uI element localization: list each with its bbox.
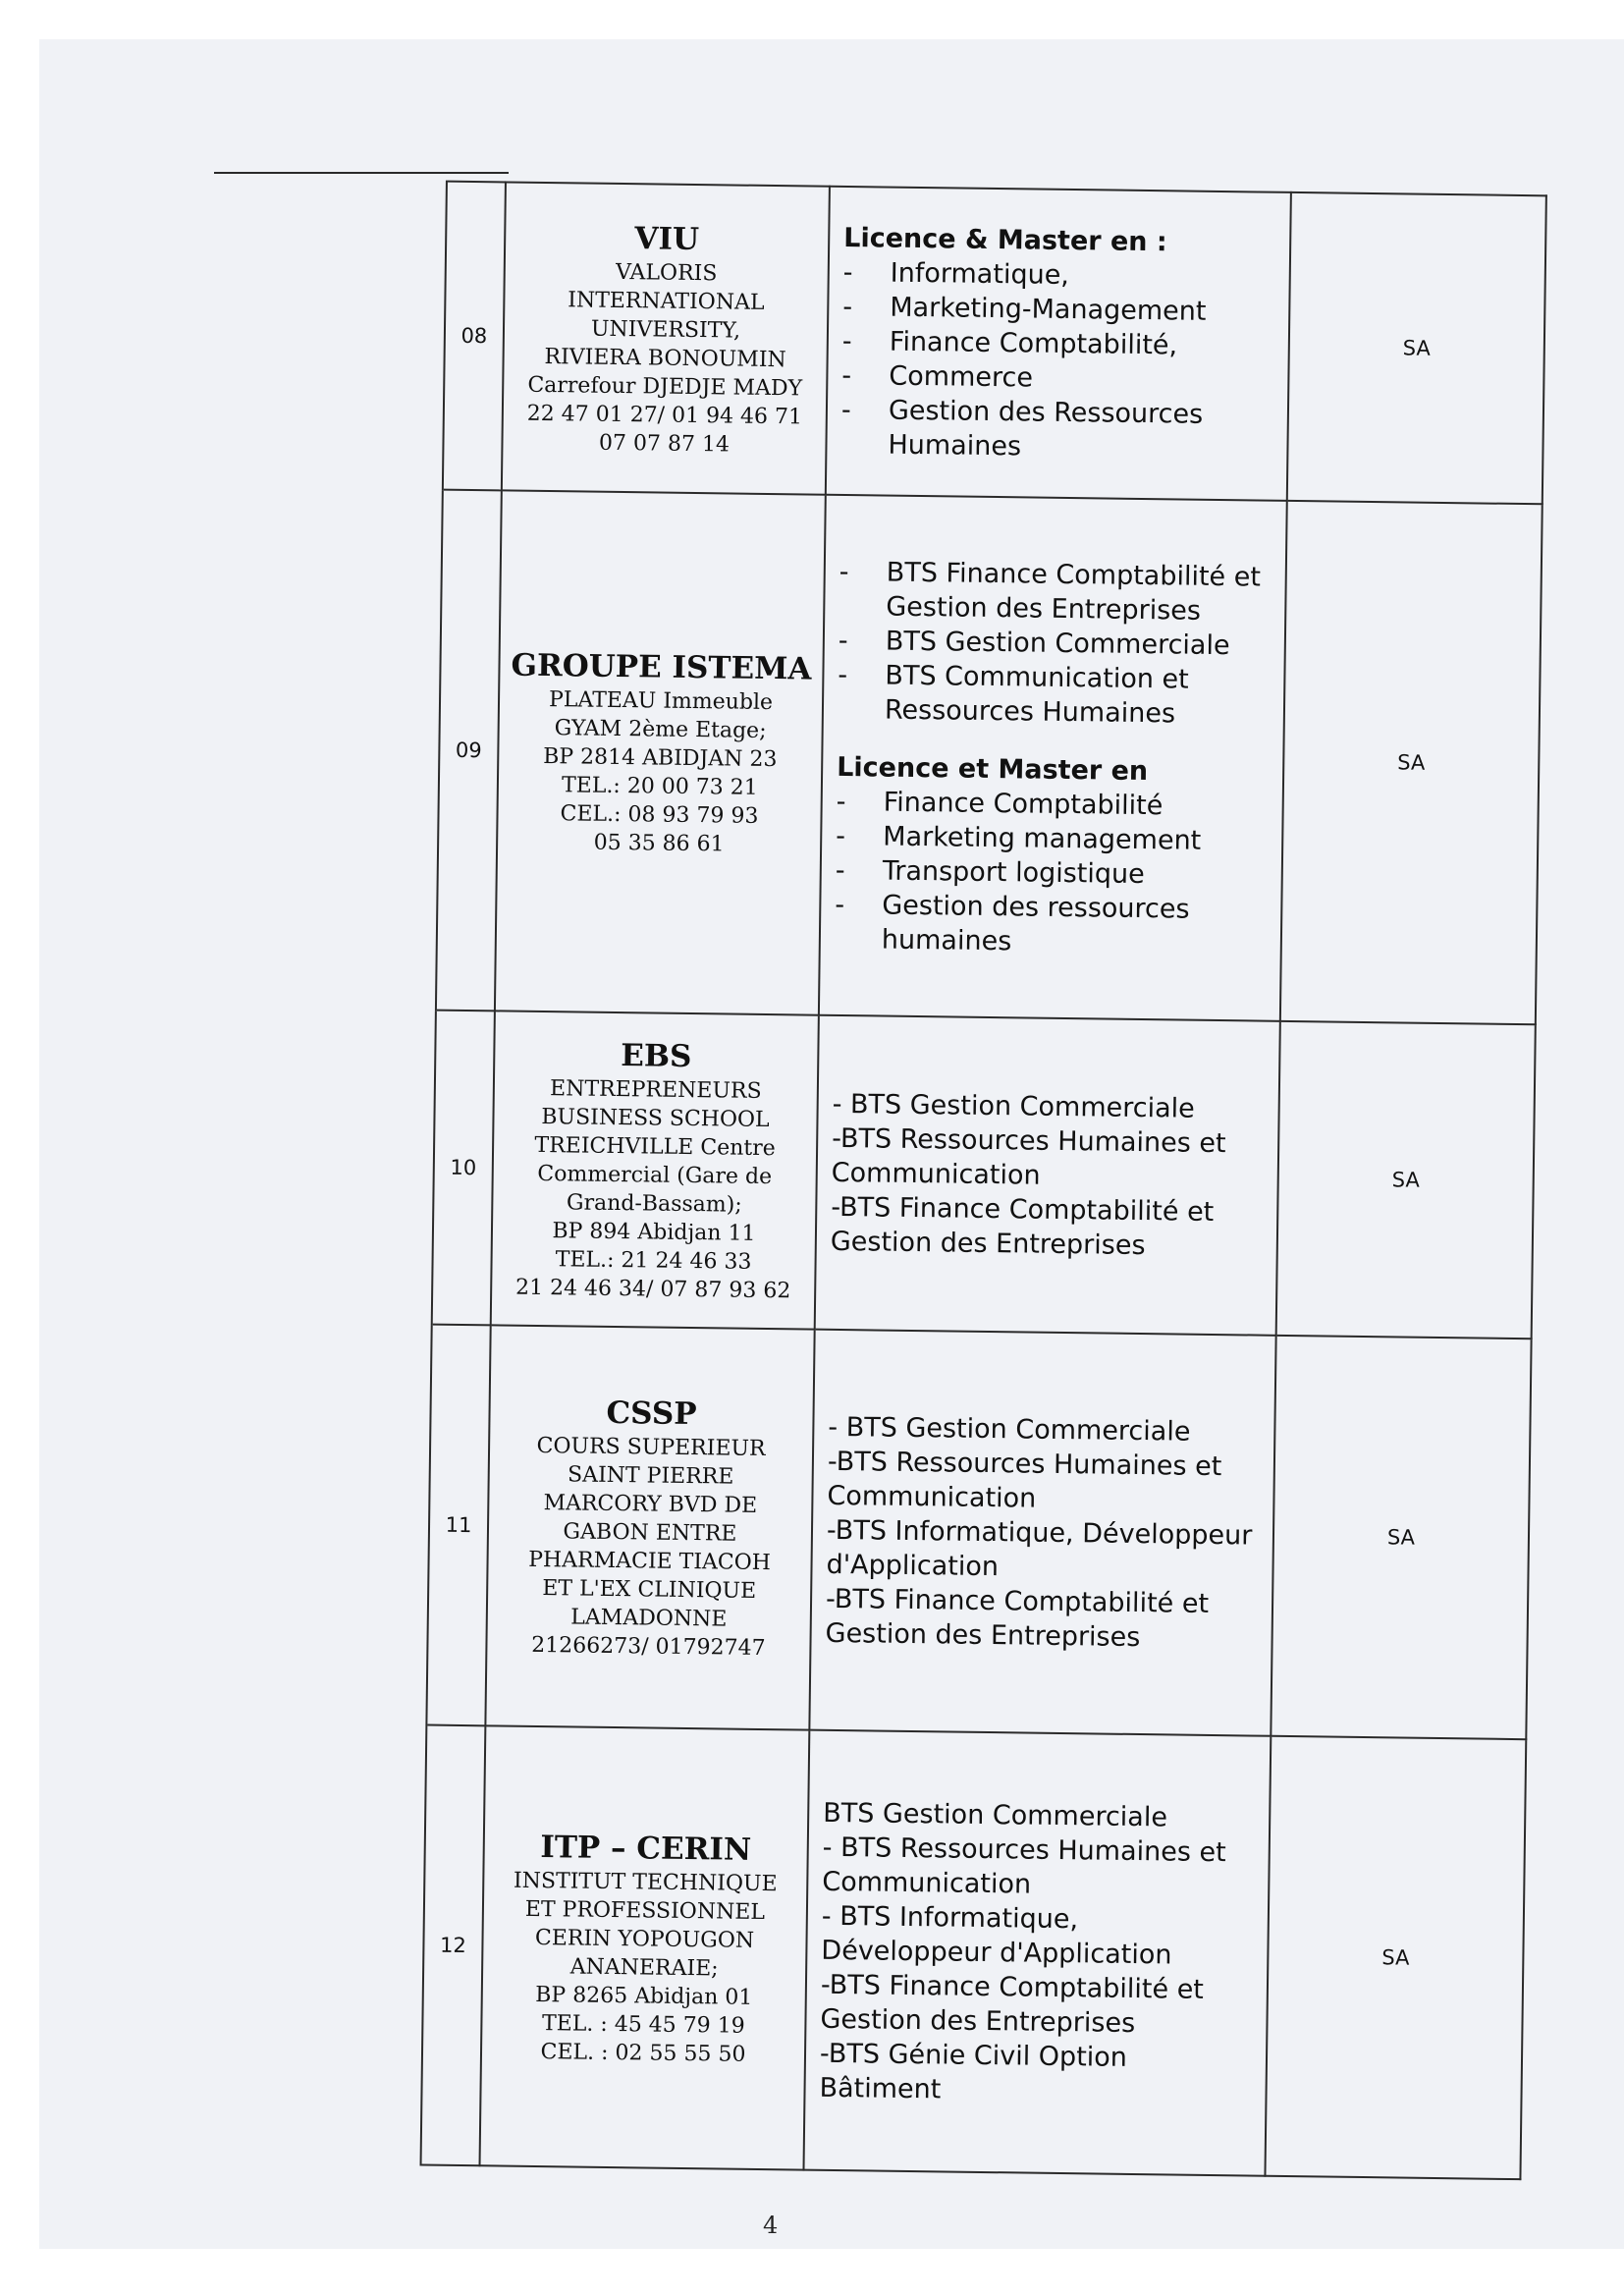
table-row xyxy=(146,1722,1527,2179)
blank-cell xyxy=(161,486,443,1011)
programs-cell xyxy=(809,1330,1275,1736)
programs-cell xyxy=(815,1015,1280,1336)
school-detail-line: BP 8265 Abidjan 01 xyxy=(535,1982,753,2010)
school-detail-line: ET L'EX CLINIQUE xyxy=(542,1576,757,1604)
school-detail-line: GABON ENTRE xyxy=(563,1519,737,1547)
school-detail-line: ET PROFESSIONNEL xyxy=(524,1896,766,1925)
school-name: EBS xyxy=(620,1038,692,1075)
program-item: - Informatique, xyxy=(843,254,1275,295)
school-name: ITP – CERIN xyxy=(540,1829,752,1868)
row-number: 09 xyxy=(436,490,502,1011)
program-item: - BTS Gestion Commerciale xyxy=(828,1411,1191,1448)
school-detail-line: CEL. : 02 55 55 50 xyxy=(540,2039,746,2067)
school-cell xyxy=(495,490,826,1014)
school-name: VIU xyxy=(634,220,700,257)
school-detail-line: 05 35 86 61 xyxy=(593,830,725,857)
school-detail-line: TEL.: 20 00 73 21 xyxy=(561,773,758,800)
school-detail-line: ANANERAIE; xyxy=(569,1953,719,1981)
blank-cell xyxy=(146,1722,427,2165)
school-cell xyxy=(480,1725,810,2169)
status-cell: SA xyxy=(1271,1336,1531,1739)
school-detail-line: 21266273/ 01792747 xyxy=(531,1632,766,1662)
program-item: -BTS Finance Comptabilité et Gestion des Entreprises xyxy=(825,1583,1210,1653)
status-cell: SA xyxy=(1287,192,1546,504)
school-detail-line: TEL.: 21 24 46 33 xyxy=(555,1247,752,1275)
school-detail-line: BP 894 Abidjan 11 xyxy=(552,1219,756,1246)
school-detail-line: Grand-Bassam); xyxy=(566,1190,742,1218)
program-item: - BTS Ressources Humaines et Communication xyxy=(822,1831,1226,1900)
program-item: -BTS Informatique, Développeur d'Application xyxy=(826,1514,1253,1582)
program-item: - Marketing management xyxy=(836,818,1268,858)
program-item: - BTS Gestion Commerciale xyxy=(832,1088,1195,1124)
table-row xyxy=(168,178,1546,504)
table-row xyxy=(157,1007,1536,1339)
school-detail-line: Carrefour DJEDJE MADY xyxy=(527,372,803,401)
program-item: -BTS Finance Comptabilité et Gestion des Entreprises xyxy=(830,1191,1215,1261)
school-cell xyxy=(491,1011,819,1329)
school-cell xyxy=(502,182,830,494)
status-cell: SA xyxy=(1280,501,1543,1024)
program-item: - BTS Finance Comptabilité et Gestion des Entreprises xyxy=(839,554,1272,629)
school-detail-line: 22 47 01 27/ 01 94 46 71 xyxy=(526,401,803,429)
program-item: - BTS Communication et Ressources Humaines xyxy=(838,657,1271,732)
schools-table-wrap xyxy=(145,177,1546,2242)
school-detail-line: LAMADONNE xyxy=(570,1605,728,1632)
program-item: - Marketing-Management xyxy=(842,289,1274,329)
row-number: 11 xyxy=(426,1325,490,1726)
program-item: - Gestion des Ressources Humaines xyxy=(840,392,1273,466)
blank-cell xyxy=(151,1321,431,1725)
program-heading: Licence & Master en : xyxy=(843,222,1167,257)
school-detail-line: SAINT PIERRE xyxy=(567,1462,734,1490)
school-detail-line: COURS SUPERIEUR xyxy=(536,1433,766,1462)
program-heading: Licence et Master en xyxy=(836,751,1149,787)
program-item: - BTS Informatique, Développeur d'Application xyxy=(821,1900,1172,1970)
school-cell xyxy=(485,1325,814,1729)
school-detail-line: TEL. : 45 45 79 19 xyxy=(541,2010,745,2039)
program-item: BTS Gestion Commerciale xyxy=(823,1797,1168,1832)
school-detail-line: Commercial (Gare de xyxy=(537,1161,773,1190)
program-item: - Gestion des ressources humaines xyxy=(835,887,1268,961)
row-number: 12 xyxy=(421,1725,486,2166)
school-detail-line: INTERNATIONAL xyxy=(568,287,765,315)
table-row xyxy=(161,486,1543,1024)
program-item: -BTS Génie Civil Option Bâtiment xyxy=(819,2038,1128,2105)
row-number: 10 xyxy=(432,1011,495,1326)
program-item: - Finance Comptabilité xyxy=(837,784,1269,824)
program-item: - Commerce xyxy=(841,357,1273,398)
blank-cell xyxy=(157,1007,436,1325)
school-detail-line: MARCORY BVD DE xyxy=(543,1491,758,1518)
table-row xyxy=(151,1321,1531,1739)
top-rule xyxy=(214,172,509,174)
program-item: -BTS Ressources Humaines et Communication xyxy=(831,1122,1226,1191)
school-detail-line: GYAM 2ème Etage; xyxy=(554,716,767,743)
school-detail-line: INSTITUT TECHNIQUE xyxy=(513,1868,778,1896)
row-number: 08 xyxy=(443,182,506,491)
school-detail-line: RIVIERA BONOUMIN xyxy=(544,344,786,372)
school-detail-line: ENTREPRENEURS xyxy=(549,1076,762,1104)
status-cell: SA xyxy=(1276,1021,1536,1339)
school-detail-line: BUSINESS SCHOOL xyxy=(541,1105,770,1133)
school-detail-line: PLATEAU Immeuble xyxy=(548,687,774,716)
blank-cell xyxy=(168,178,447,490)
school-name: GROUPE ISTEMA xyxy=(511,647,812,687)
school-detail-line: UNIVERSITY, xyxy=(590,316,741,344)
school-detail-line: CEL.: 08 93 79 93 xyxy=(560,801,759,829)
program-item: - Transport logistique xyxy=(836,852,1268,893)
program-item: -BTS Finance Comptabilité et Gestion des Entreprises xyxy=(820,1969,1205,2039)
school-detail-line: 07 07 87 14 xyxy=(598,430,731,457)
school-detail-line: VALORIS xyxy=(615,259,718,286)
school-detail-line: 21 24 46 34/ 07 87 93 62 xyxy=(514,1275,791,1304)
program-item: -BTS Ressources Humaines et Communication xyxy=(827,1446,1222,1514)
school-detail-line: TREICHVILLE Centre xyxy=(534,1132,776,1162)
page-number: 4 xyxy=(763,2212,779,2239)
programs-cell xyxy=(819,495,1287,1021)
program-item: - BTS Gestion Commerciale xyxy=(839,623,1271,663)
program-item: - Finance Comptabilité, xyxy=(842,323,1274,363)
school-detail-line: BP 2814 ABIDJAN 23 xyxy=(542,744,778,773)
programs-cell xyxy=(826,187,1291,501)
school-name: CSSP xyxy=(606,1394,697,1433)
schools-table-body xyxy=(146,178,1546,2179)
programs-cell xyxy=(803,1730,1271,2176)
schools-table xyxy=(146,177,1547,2180)
status-cell: SA xyxy=(1265,1736,1526,2179)
scanned-page xyxy=(39,39,1624,2249)
school-detail-line: CERIN YOPOUGON xyxy=(534,1925,755,1953)
school-detail-line: PHARMACIE TIACOH xyxy=(528,1547,772,1576)
